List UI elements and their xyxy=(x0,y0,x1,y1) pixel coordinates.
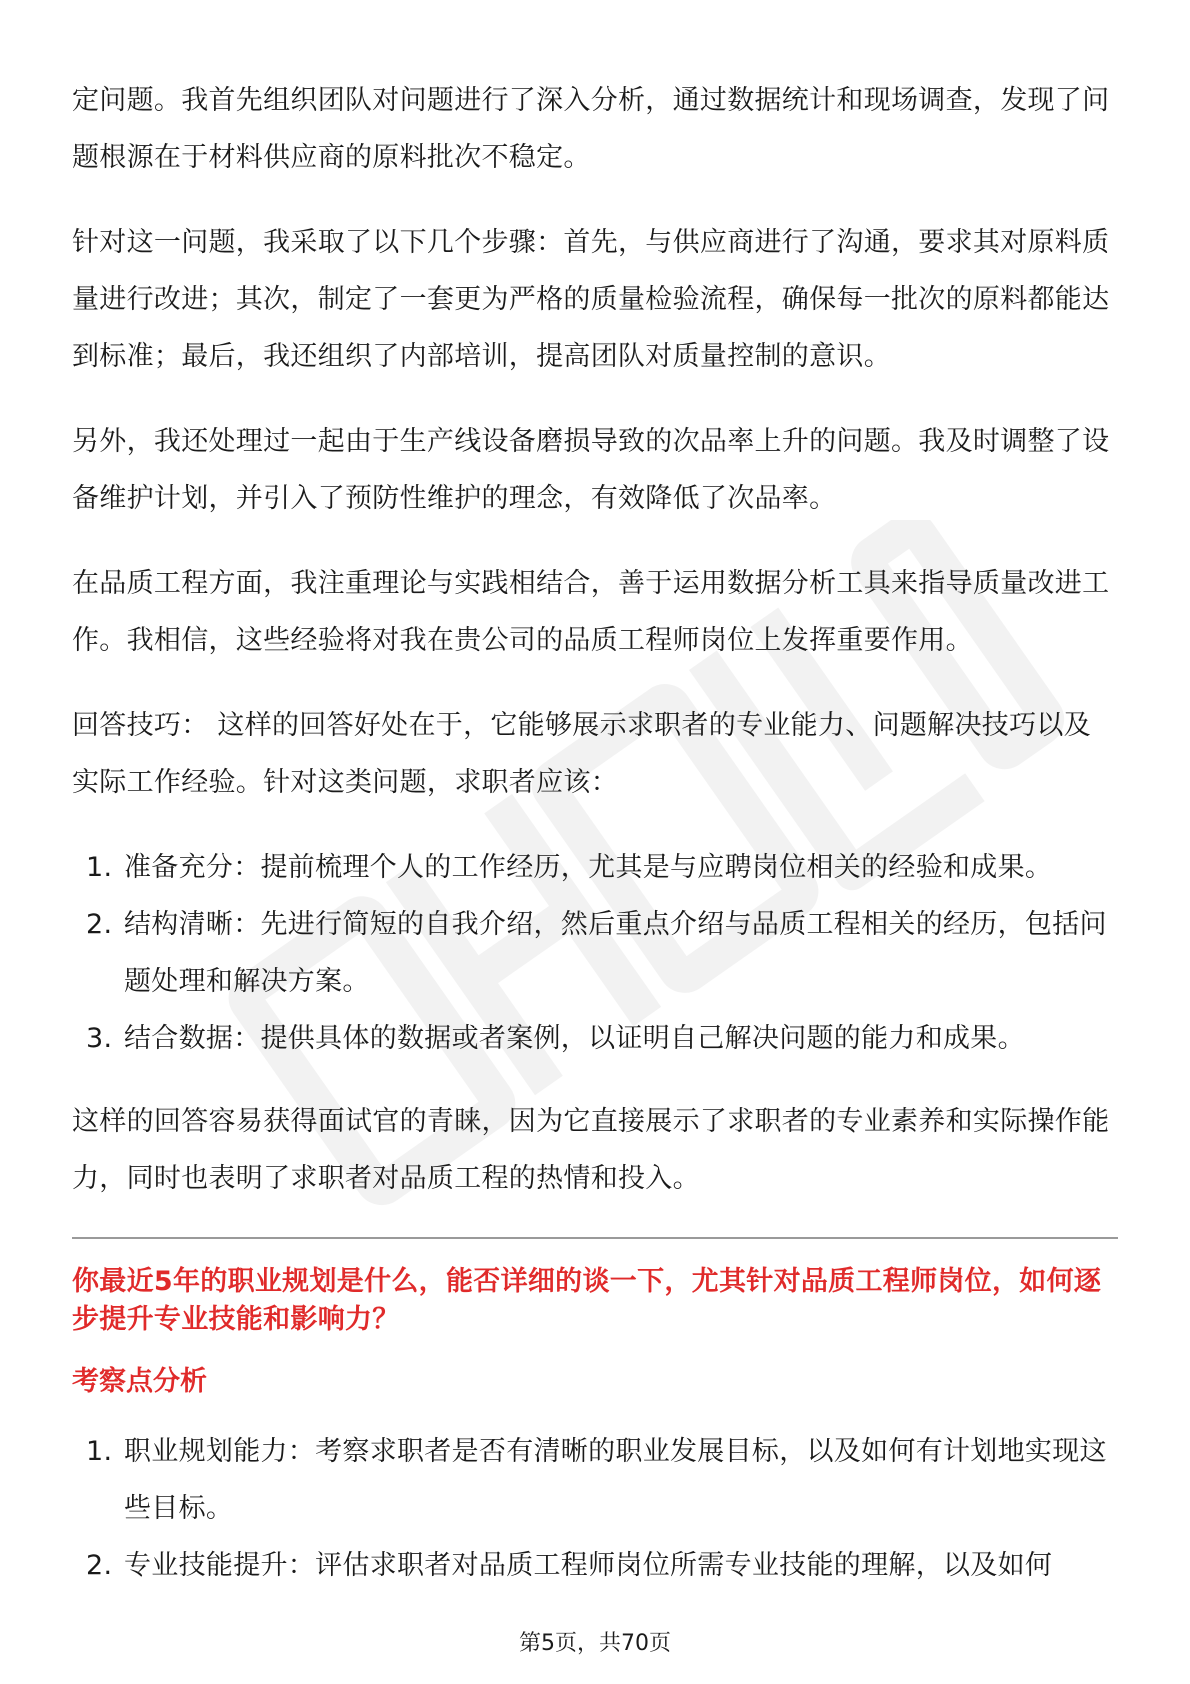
list-item-text: 专业技能提升：评估求职者对品质工程师岗位所需专业技能的理解，以及如何 xyxy=(124,1550,1053,1581)
list-item xyxy=(72,896,1118,1010)
list-item-text: 结合数据：提供具体的数据或者案例，以证明自己解决问题的能力和成果。 xyxy=(124,1023,1025,1054)
list-item xyxy=(72,839,1118,896)
page-footer: 第5页，共70页 xyxy=(519,1631,671,1656)
list-item-number: 3. xyxy=(86,1023,113,1054)
section-title-analysis: 考察点分析 xyxy=(72,1366,207,1397)
list-item xyxy=(72,1423,1118,1537)
list-item xyxy=(72,1537,1118,1594)
list-item xyxy=(72,1010,1118,1067)
list-item-number: 2. xyxy=(86,1550,113,1581)
list-item-number: 1. xyxy=(86,1436,113,1467)
list-item-text: 职业规划能力：考察求职者是否有清晰的职业发展目标，以及如何有计划地实现这些目标。 xyxy=(124,1436,1107,1524)
main-content xyxy=(72,72,1118,1620)
paragraph-equipment-issue: 另外，我还处理过一起由于生产线设备磨损导致的次品率上升的问题。我及时调整了设备维护计划，并引入了预防性维护的理念，有效降低了次品率。 xyxy=(72,426,1110,514)
list-item-number: 2. xyxy=(86,909,113,940)
paragraph-problem-analysis: 定问题。我首先组织团队对问题进行了深入分析，通过数据统计和现场调查，发现了问题根源在于材料供应商的原料批次不稳定。 xyxy=(72,85,1110,173)
tips-list xyxy=(72,839,1118,1067)
paragraph-steps-taken: 针对这一问题，我采取了以下几个步骤：首先，与供应商进行了沟通，要求其对原料质量进行改进；其次，制定了一套更为严格的质量检验流程，确保每一批次的原料都能达到标准；最后，我还组织了内部培训，提高团队对质量控制的意识。 xyxy=(72,227,1110,372)
list-item-text: 准备充分：提前梳理个人的工作经历，尤其是与应聘岗位相关的经验和成果。 xyxy=(124,852,1053,883)
analysis-list xyxy=(72,1423,1118,1594)
paragraph-closing: 这样的回答容易获得面试官的青睐，因为它直接展示了求职者的专业素养和实际操作能力，同时也表明了求职者对品质工程的热情和投入。 xyxy=(72,1106,1110,1194)
list-item-text: 结构清晰：先进行简短的自我介绍，然后重点介绍与品质工程相关的经历，包括问题处理和解决方案。 xyxy=(124,909,1107,997)
paragraph-quality-engineering: 在品质工程方面，我注重理论与实践相结合，善于运用数据分析工具来指导质量改进工作。我相信，这些经验将对我在贵公司的品质工程师岗位上发挥重要作用。 xyxy=(72,568,1110,656)
section-divider xyxy=(72,1237,1118,1239)
interview-question: 你最近5年的职业规划是什么，能否详细的谈一下，尤其针对品质工程师岗位，如何逐步提升专业技能和影响力？ xyxy=(72,1266,1102,1335)
paragraph-answer-tips: 回答技巧： 这样的回答好处在于，它能够展示求职者的专业能力、问题解决技巧以及实际工作经验。针对这类问题，求职者应该： xyxy=(72,710,1091,798)
list-item-number: 1. xyxy=(86,852,113,883)
